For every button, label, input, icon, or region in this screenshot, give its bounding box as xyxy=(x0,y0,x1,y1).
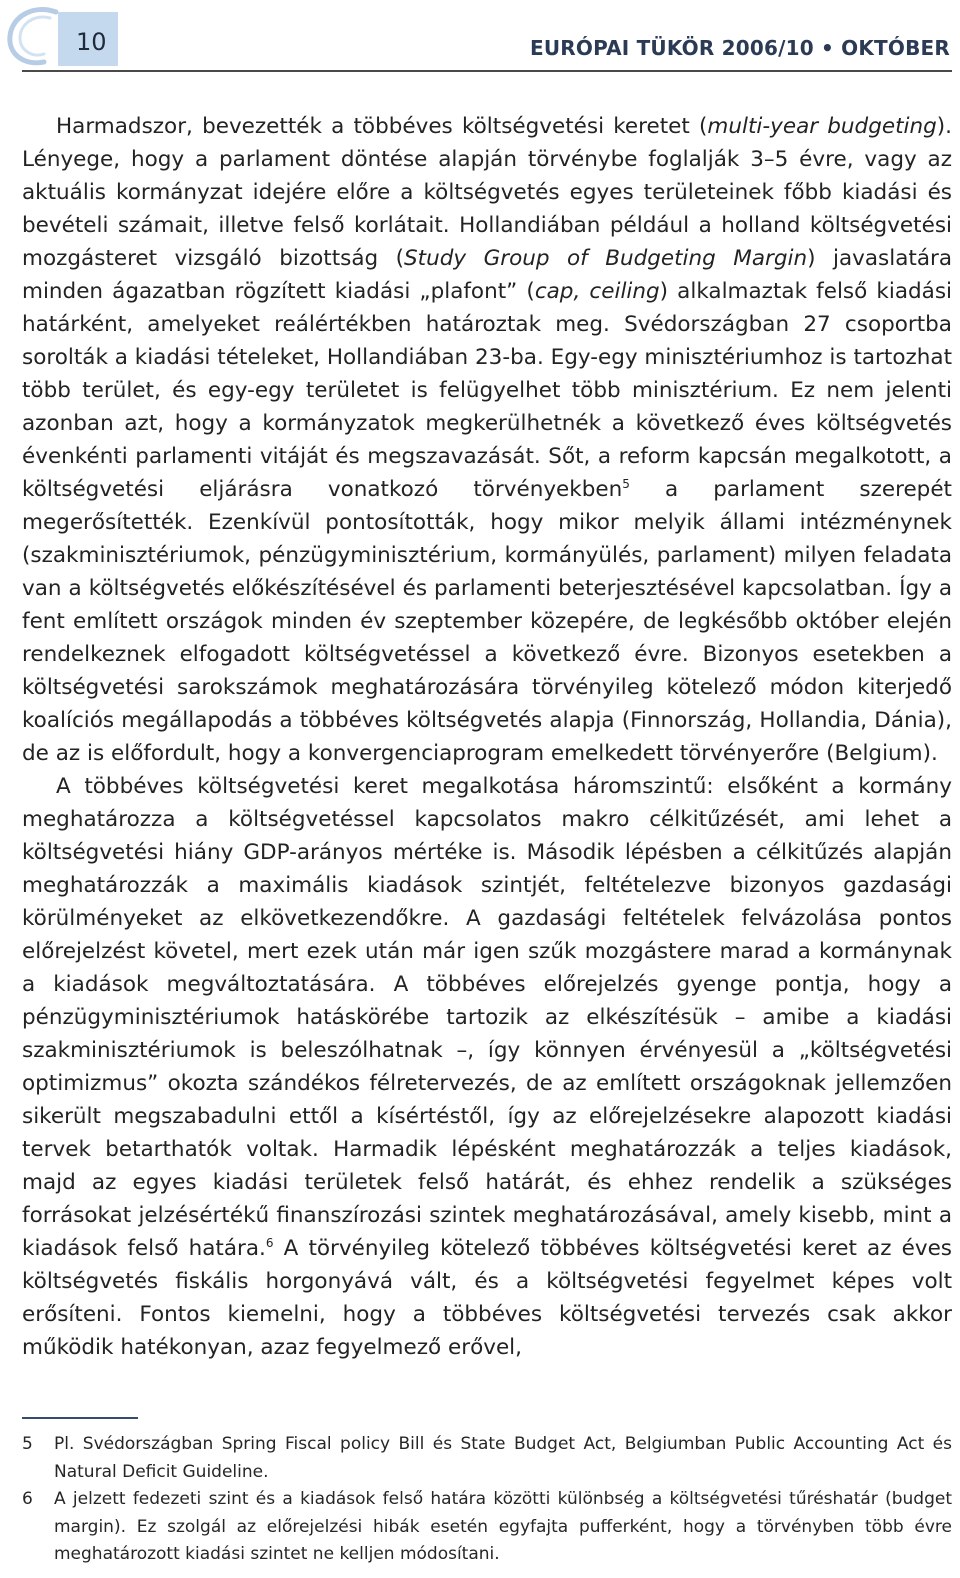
journal-title: EURÓPAI TÜKÖR 2006/10 • OKTÓBER xyxy=(529,36,950,60)
page-header xyxy=(0,0,960,80)
footnote-number: 6 xyxy=(22,1489,33,1509)
italic-term: multi-year budgeting xyxy=(707,114,937,139)
footnote xyxy=(22,1486,952,1569)
footnote-text: A jelzett fedezeti szint és a kiadások felső határa közötti különbség a költségvetési tűréshatár (budget margin). Ez szolgál az előrejelzési hibák esetén egyfajta pufferként, hogy a törvényben több évre meghatározott kiadási szintet ne kelljen módosítani. xyxy=(54,1489,952,1564)
paragraph-text: a parlament szerepét megerősítették. Ezenkívül pontosították, hogy mikor melyik állami intézménynek (szakminisztériumok, pénzügyminisztérium, kormányülés, parlament) milyen feladata van a költségvetés előkészítésével és parlamenti beterjesztésével kapcsolatban. Így a fent említett országok minden év szeptember közepére, de legkésőbb október elején rendelkeznek elfogadott költségvetéssel a következő évre. Bizonyos esetekben a költségvetési sarokszámok meghatározására törvényileg kötelező módon kiterjedő koalíciós megállapodás a többéves költségvetés alapja (Finnország, Hollandia, Dánia), de az is előfordult, hogy a konvergenciaprogram emelkedett törvényerőre (Belgium). xyxy=(22,477,952,766)
paragraph-text: ) javaslatára minden ágazatban rögzített kiadási „plafont” ( xyxy=(22,246,953,304)
italic-term: Study Group of Budgeting Margin xyxy=(404,246,808,271)
paragraph-text: A többéves költségvetési keret megalkotása háromszintű: elsőként a kormány meghatározza a költségvetéssel kapcsolatos makro célkitűzését, ami lehet a költségvetési hiány GDP-arányos mértéke is. Második lépésben a célkitűzés alapján meghatározzák a maximális kiadások szintjét, feltételezve bizonyos gazdasági körülményeket az elkövetkezendőkre. A gazdasági feltételek felvázolása pontos előrejelzést követel, mert ezek után már igen szűk mozgástere marad a kormánynak a kiadások megváltoztatására. A többéves előrejelzés gyenge pontja, hogy a pénzügyminisztériumok hatáskörébe tartozik az elkészítésük – amibe a kiadási szakminisztériumok is beleszólhatnak –, így könnyen érvényesül a „költségvetési optimizmus” okozta szándékos félretervezés, de az említett országoknak jellemzően sikerült megszabadulni ettől a kísértéstől, így az előrejelzésekre alapozott kiadási tervek betarthatók voltak. Harmadik lépésként meghatározzák a teljes kiadások, majd az egyes kiadási területek felső határát, és ehhez rendelik a szükséges forrásokat jelzésértékű finanszírozási szintek meghatározásával, amely kisebb, mint a kiadások felső határa. xyxy=(22,774,952,1261)
header-divider xyxy=(22,70,952,72)
body-paragraph xyxy=(22,770,952,1364)
paragraph-text: A törvényileg kötelező többéves költségvetési keret az éves költségvetés fiskális horgonyává vált, és a költségvetési fegyelmet képes volt erősíteni. Fontos kiemelni, hogy a többéves költségvetési tervezés csak akkor működik hatékonyan, azaz fegyelmező erővel, xyxy=(22,1236,953,1360)
paragraph-text: Harmadszor, bevezették a többéves költségvetési keretet ( xyxy=(56,114,708,139)
footnote-divider xyxy=(22,1417,138,1419)
paragraph-text: ) alkalmaztak felső kiadási határként, amelyeket reálértékben határoztak meg. Svédországban 27 csoportba sorolták a kiadási tételeket, Hollandiában 23-ba. Egy-egy minisztériumhoz is tartozhat több terület, és egy-egy területet is felügyelhet több minisztérium. Ez nem jelenti azonban azt, hogy a kormányzatok megkerülhetnék a következő éves költségvetés évenkénti parlamenti vitáját és megszavazását. Sőt, a reform kapcsán megalkotott, a költségvetési eljárásra vonatkozó törvényekben xyxy=(22,279,952,502)
italic-term: cap, ceiling xyxy=(534,279,660,304)
page-number: 10 xyxy=(76,28,107,56)
body-paragraph xyxy=(22,110,952,770)
footnote-text: Pl. Svédországban Spring Fiscal policy Bill és State Budget Act, Belgiumban Public Accounting Act és Natural Deficit Guideline. xyxy=(54,1434,952,1482)
footnote-reference: 6 xyxy=(265,1235,274,1250)
article-body xyxy=(22,110,952,1364)
paragraph-text: ). Lényege, hogy a parlament döntése alapján törvénybe foglalják 3–5 évre, vagy az aktuális kormányzat idejére előre a költségvetés egyes területeinek főbb kiadási és bevételi számait, illetve felső korlátait. Hollandiában például a holland költségvetési mozgásteret vizsgáló bizottság ( xyxy=(22,114,952,271)
footnotes xyxy=(22,1431,952,1569)
footnote-reference: 5 xyxy=(622,476,630,491)
footnote-number: 5 xyxy=(22,1434,33,1454)
footnote xyxy=(22,1431,952,1486)
